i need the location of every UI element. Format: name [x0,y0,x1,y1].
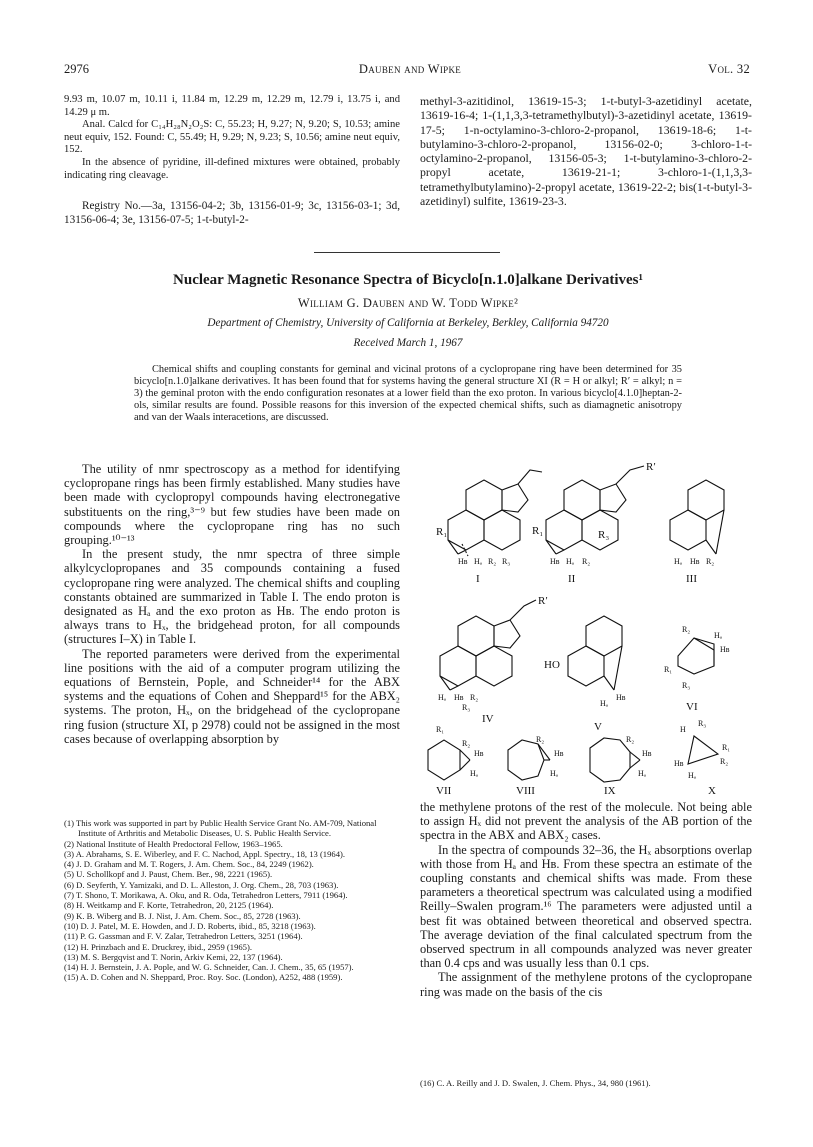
structures-figure [418,460,754,796]
label-r2: R₂ [682,625,691,634]
assignment-paragraph: The assignment of the methylene protons of the cyclopropane ring was made on the basis of the cis [420,970,752,999]
structure-II [532,461,656,585]
label-hb: Hʙ [458,557,468,566]
footnote: (15) A. D. Cohen and N. Sheppard, Proc. Roy. Soc. (London), A252, 488 (1959). [64,972,343,983]
label-ha: Hₐ [550,769,558,778]
label-r2: R₂ [462,739,471,748]
body-right-column [420,800,752,999]
page-number: 2976 [64,62,89,76]
structure-label-IX: IX [604,785,616,796]
article-title: Nuclear Magnetic Resonance Spectra of Bicyclo[n.1.0]alkane Derivatives¹ [173,272,643,288]
label-r1: R₁ [664,665,673,674]
footnote: (5) U. Schollkopf and J. Paust, Chem. Ber., 98, 2221 (1965). [64,869,273,880]
label-r2: R₂ [720,757,729,766]
label-ha: Hₐ [474,557,482,566]
label-r2: R₂ [706,557,715,566]
footnote: (11) P. G. Gassman and F. V. Zalar, Tetrahedron Letters, 3251 (1964). [64,931,303,942]
label-r2: R₂ [488,557,497,566]
structure-X [674,719,730,796]
label-hb: Hʙ [720,645,730,654]
running-title: Dauben and Wipke [358,62,462,76]
received-date: Received March 1, 1967 [353,337,463,349]
structure-label-III: III [686,573,697,585]
abstract: Chemical shifts and coupling constants for geminal and vicinal protons of a cyclopropane ring have been determined for 35 bicyclo[n.1.0]alkane derivatives. It has been found that for systems having the general structure XI (R = H or alkyl; R′ = alkyl; n = 3) the geminal proton with the endo configuration resonates at a lower field than the exo proton. In various bicyclo[4.1.0]heptan-2-ols, similar results are found. Possible reasons for this inversion of the expected chemical shifts, such as diamagnetic anisotropy and van der Waals interacetions, are discussed. [134,364,682,423]
label-r-prime: R′ [538,595,548,607]
structure-III [670,480,724,585]
label-r1: R₁ [722,743,731,752]
label-ha: Hₐ [470,769,478,778]
structure-IV [438,595,548,725]
label-r1: R₁ [532,525,544,537]
label-hb: Hʙ [550,557,560,566]
structure-VI [664,625,730,713]
structure-label-VII: VII [436,785,452,796]
structure-label-VIII: VIII [516,785,535,796]
label-r2: R₂ [626,735,635,744]
structure-IX [590,735,652,796]
label-r3: R₃ [462,703,471,712]
footnote-right: (16) C. A. Reilly and J. D. Swalen, J. Chem. Phys., 34, 980 (1961). [420,1078,651,1088]
label-hb: Hʙ [616,693,626,702]
label-hb: Hʙ [642,749,652,758]
label-ha: Hₐ [638,769,646,778]
label-r3: R₃ [598,529,610,541]
footnote: (14) H. J. Bernstein, J. A. Pople, and W. G. Schneider, Can. J. Chem., 35, 65 (1957). [64,962,354,973]
structure-V [544,616,626,733]
structure-label-IV: IV [482,713,494,725]
label-r3: R₃ [682,681,691,690]
label-r2: R₂ [582,557,591,566]
structure-I [436,470,542,585]
label-r1: R₁ [436,526,448,538]
footnote: (12) H. Prinzbach and E. Druckrey, ibid., 2959 (1965). [64,941,252,952]
footnote: (4) J. D. Graham and M. T. Rogers, J. Am. Chem. Soc., 84, 2249 (1962). [64,859,314,870]
label-ho: HO [544,659,560,671]
footnote: (10) D. J. Patel, M. E. Howden, and J. D. Roberts, ibid., 85, 3218 (1963). [64,920,316,931]
pyridine-note: In the absence of pyridine, ill-defined mixtures were obtained, probably indicating ring cleavage. [64,156,400,181]
experimental-tail [64,94,400,182]
label-ha: Hₐ [714,631,722,640]
section-divider [314,252,500,253]
label-ha: Hₐ [438,693,446,702]
label-r3: R₃ [698,719,707,728]
structure-label-II: II [568,573,576,585]
intro-paragraph: The utility of nmr spectroscopy as a method for identifying cyclopropane rings has been firmly established. Many studies have been made with cyclopropyl compounds having electronegative substituents on the ring,³⁻⁹ but few studies have been made on compounds where the cyclopropane ring has no such grouping.¹⁰⁻¹³ [64,462,400,548]
spectra-paragraph: In the spectra of compounds 32–36, the Hₓ absorptions overlap with those from Hₐ and Hʙ. From these spectra an estimate of the coupling constants and chemical shifts was made. From these parameters a theoretical spectrum was calculated using a modified Reilly–Swalen program.¹⁶ The parameters were adjusted until a best fit was obtained between theoretical and observed spectra. The average deviation of the final calculated spectrum from the observed spectrum in all compounds analyzed was never greater than 0.4 cps and was usually less than 0.1 cps. [420,842,752,971]
label-ha: Hₐ [674,557,682,566]
label-hb: Hʙ [454,693,464,702]
analysis-text: Anal. Calcd for C₁₄H₂₈N₂O₂S: C, 55.23; H, 9.27; N, 9.20; S, 10.53; amine neut equiv, 152. Found: C, 55.49; H, 9.29; N, 9.23; S, 10.56; amine neut equiv, 152. [64,119,400,156]
affiliation: Department of Chemistry, University of California at Berkeley, Berkley, California 94720 [207,317,609,329]
footnote: (8) H. Weitkamp and F. Korte, Tetrahedron, 20, 2125 (1964). [64,900,274,911]
footnote: (9) K. B. Wiberg and B. J. Nist, J. Am. Chem. Soc., 85, 2728 (1963). [64,910,301,921]
article-authors: William G. Dauben and W. Todd Wipke² [297,296,519,310]
structure-label-I: I [476,573,480,585]
structure-label-X: X [708,785,716,796]
methylene-paragraph: the methylene protons of the rest of the molecule. Not being able to assign Hₓ did not prevent the analysis of the AB portion of the spectra in the ABX and ABX₂ cases. [420,800,752,843]
footnote: (7) T. Shono, T. Morikawa, A. Oku, and R. Oda, Tetrahedron Letters, 7911 (1964). [64,890,348,901]
label-ha: Hₐ [600,699,608,708]
label-r3: R₃ [502,557,511,566]
volume-label: Vol. 32 [708,62,750,76]
label-ha: Hₐ [566,557,574,566]
structure-VIII [508,735,564,796]
label-h: H [680,725,686,734]
footnote: (1) This work was supported in part by Public Health Service Grant No. AM-709, National Institute of Arthritis and Metabolic Diseases, U. S. Public Health Service. [64,818,377,839]
footnotes-left [64,818,400,983]
footnote: (6) D. Seyferth, Y. Yamizaki, and D. L. Alleston, J. Org. Chem., 28, 703 (1963). [64,879,339,890]
structure-VII [428,725,484,796]
label-r2: R₂ [470,693,479,702]
parameters-paragraph: The reported parameters were derived from the experimental line positions with the aid of a computer program utilizing the equations of Bernstein, Pople, and Schneider¹⁴ for the ABX systems and the equations of Cohen and Sheppard¹⁵ for the ABX₂ systems. The proton, Hₓ, on the bridgehead of the cyclopropane ring fusion (structure XI, p 2978) could not be assigned in the most cases because of overlapping absorption by [64,646,400,746]
label-hb: Hʙ [554,749,564,758]
registry-numbers-right: methyl-3-azitidinol, 13619-15-3; 1-t-butyl-3-azetidinyl acetate, 13619-16-4; 1-(1,1,3,3-tetramethylbutyl)-3-azetidinyl acetate, 13619-17-5; 1-n-octylamino-3-chloro-2-propanol, 13619-18-6; 1-t-butylamino-3-chloro-2-propanol, 13156-02-0; 3-chloro-1-t-octylamino-2-propanol, 13156-05-3; 1-t-butylamino-3-chloro-2-propyl acetate, 13619-21-1; 3-chloro-1-(1,1,3,3-tetramethylbutylamino)-2-propyl acetate, 13619-22-2; bis(1-t-butyl-3-azetidinyl) sulfite, 13619-23-3. [420,94,752,209]
body-left-column [64,462,400,746]
registry-numbers-left: Registry No.—3a, 13156-04-2; 3b, 13156-01-9; 3c, 13156-03-1; 3d, 13156-06-4; 3e, 13156-07-5; 1-t-butyl-2- [64,200,400,226]
ir-data: 9.93 m, 10.07 m, 10.11 i, 11.84 m, 12.29 m, 12.29 m, 12.79 i, 13.75 i, and 14.29 μ m. [64,94,400,118]
label-r1: R₁ [436,725,445,734]
label-r-prime: R′ [646,461,656,473]
footnote: (13) M. S. Bergqvist and T. Norin, Arkiv Kemi, 22, 137 (1964). [64,951,283,962]
label-hb: Hʙ [474,749,484,758]
label-ha: Hₐ [688,771,696,780]
present-study-paragraph: In the present study, the nmr spectra of three simple alkylcyclopropanes and 35 compounds containing a fused cyclopropane ring were analyzed. The chemical shifts and coupling constants obtained are summarized in Table I. The endo proton is designated as Hₐ and the exo proton as Hʙ. The endo proton is always trans to Hₓ, the bridgehead proton, for all compounds (structures I–X) in Table I. [64,547,400,647]
label-r2: R₂ [536,735,545,744]
structure-label-VI: VI [686,701,698,713]
structure-label-V: V [594,721,602,733]
label-hb: Hʙ [674,759,684,768]
footnote: (2) National Institute of Health Predoctoral Fellow, 1963–1965. [64,838,283,849]
footnote: (3) A. Abrahams, S. E. Wiberley, and F. C. Nachod, Appl. Spectry., 18, 13 (1964). [64,848,346,859]
label-hb: Hʙ [690,557,700,566]
